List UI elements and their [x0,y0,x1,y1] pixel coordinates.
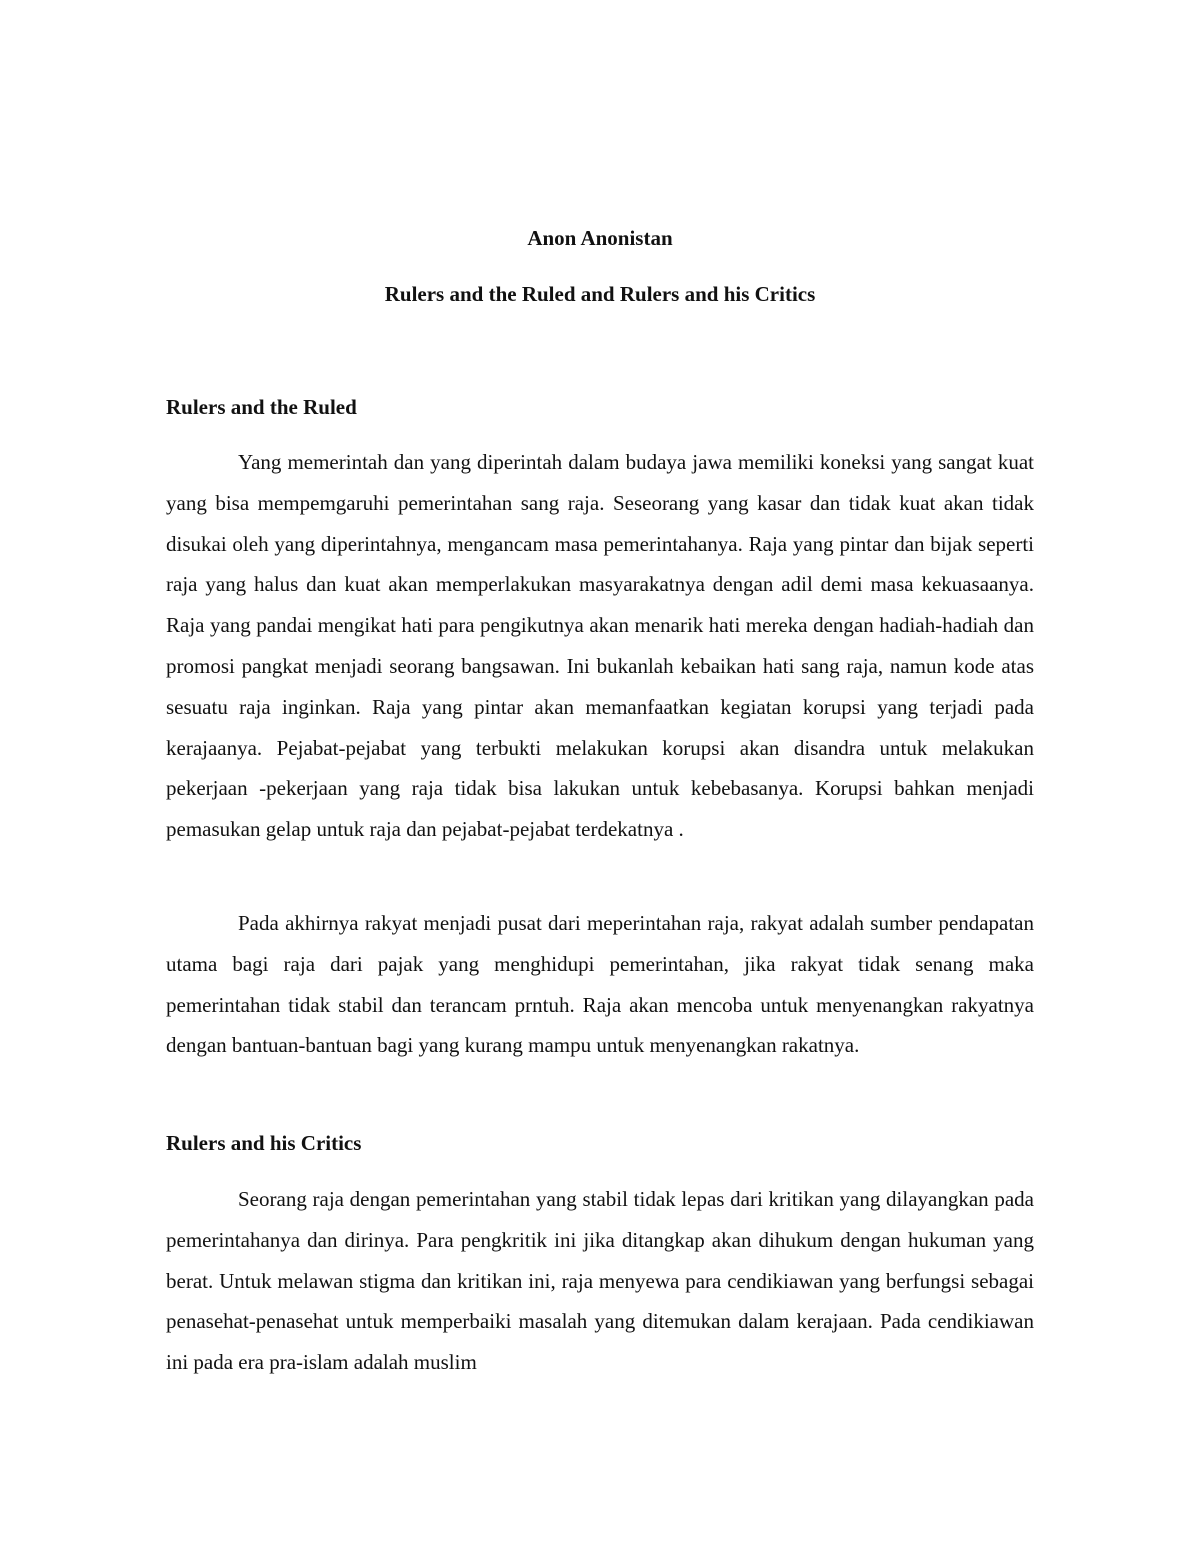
section-heading-rulers-and-critics: Rulers and his Critics [166,1131,362,1155]
document-title: Rulers and the Ruled and Rulers and his Critics [384,282,816,306]
paragraph: Pada akhirnya rakyat menjadi pusat dari meperintahan raja, rakyat adalah sumber pendapatan utama bagi raja dari pajak yang menghidupi pemerintahan, jika rakyat tidak senang maka pemerintahan tidak stabil dan terancam prntuh. Raja akan mencoba untuk menyenangkan rakyatnya dengan bantuan-bantuan bagi yang kurang mampu untuk menyenangkan rakatnya. [166,911,1034,1058]
paragraph: Yang memerintah dan yang diperintah dalam budaya jawa memiliki koneksi yang sangat kuat yang bisa mempemgaruhi pemerintahan sang raja. Seseorang yang kasar dan tidak kuat akan tidak disukai oleh yang diperintahnya, mengancam masa pemerintahanya. Raja yang pintar dan bijak seperti raja yang halus dan kuat akan memperlakukan masyarakatnya dengan adil demi masa kekuasaanya. Raja yang pandai mengikat hati para pengikutnya akan menarik hati mereka dengan hadiah-hadiah dan promosi pangkat menjadi seorang bangsawan. Ini bukanlah kebaikan hati sang raja, namun kode atas sesuatu raja inginkan. Raja yang pintar akan memanfaatkan kegiatan korupsi yang terjadi pada kerajaanya. Pejabat-pejabat yang terbukti melakukan korupsi akan disandra untuk melakukan pekerjaan -pekerjaan yang raja tidak bisa lakukan untuk kebebasanya. Korupsi bahkan menjadi pemasukan gelap untuk raja dan pejabat-pejabat terdekatnya . [166,450,1034,842]
paragraph: Seorang raja dengan pemerintahan yang stabil tidak lepas dari kritikan yang dilayangkan pada pemerintahanya dan dirinya. Para pengkritik ini jika ditangkap akan dihukum dengan hukuman yang berat. Untuk melawan stigma dan kritikan ini, raja menyewa para cendikiawan yang berfungsi sebagai penasehat-penasehat untuk memperbaiki masalah yang ditemukan dalam kerajaan. Pada cendikiawan ini pada era pra-islam adalah muslim [166,1187,1034,1375]
section-heading-rulers-and-ruled: Rulers and the Ruled [166,395,357,419]
author-name: Anon Anonistan [527,226,673,250]
